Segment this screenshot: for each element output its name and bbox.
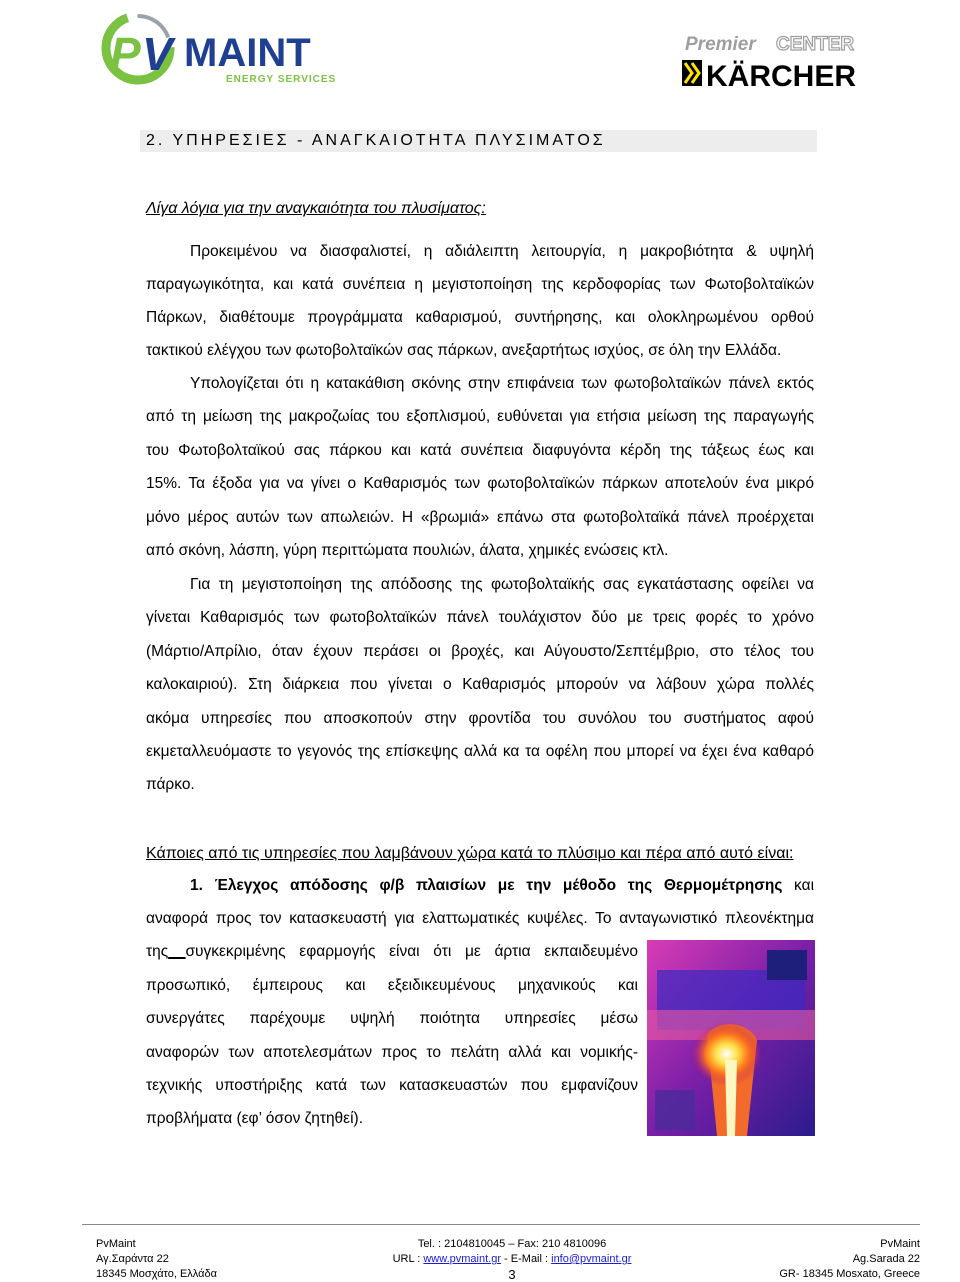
footer-url-link[interactable]: www.pvmaint.gr	[423, 1253, 501, 1265]
footer-phone: Tel. : 2104810045 – Fax: 210 4810096	[417, 1238, 607, 1250]
item-line: αναφορά προς τον κατασκευαστή για ελαττωματικές κυψέλες. Το ανταγωνιστικό πλεονέκτημα	[146, 910, 814, 927]
item-after-bold: και	[794, 877, 815, 894]
paragraph1-line: τακτικού ελέγχου των φωτοβολταϊκών σας πάρκων, ανεξαρτήτως ισχύος, σε όλη την Ελλάδα.	[146, 342, 782, 359]
footer-address: Αγ.Σαράντα 22	[96, 1253, 169, 1265]
paragraph3-line: πάρκο.	[146, 776, 195, 793]
footer-right	[779, 1237, 920, 1282]
paragraph3-line: (Μάρτιο/Απρίλιο, όταν έχουν περάσει οι βροχές, και Αύγουστο/Σεπτέμβριο, στο τέλος του	[146, 643, 814, 660]
thermal-camera-image	[647, 940, 815, 1136]
list-item-1	[190, 876, 814, 896]
footer-center	[392, 1237, 632, 1282]
pvmaint-logo	[88, 8, 358, 90]
svg-text:V: V	[142, 28, 173, 80]
footer-company: PvMaint	[96, 1238, 136, 1250]
subtitle: Λίγα λόγια για την αναγκαιότητα του πλυσίματος:	[146, 200, 486, 217]
footer-divider	[82, 1224, 920, 1225]
footer-city: 18345 Μοσχάτο, Ελλάδα	[96, 1268, 217, 1280]
svg-text:KÄRCHER: KÄRCHER	[706, 60, 856, 93]
svg-text:P: P	[110, 28, 141, 80]
item-line: αναφορών των αποτελεσμάτων προς το πελάτη αλλά και νομικής-	[146, 1044, 638, 1061]
footer-left	[96, 1237, 217, 1282]
paragraph2-line: Υπολογίζεται ότι η κατακάθιση σκόνης στην επιφάνεια των φωτοβολταϊκών πάνελ εκτός	[190, 375, 814, 392]
services-list-title: Κάποιες από τις υπηρεσίες που λαμβάνουν χώρα κατά το πλύσιμο και πέρα από αυτό είναι:	[146, 845, 794, 862]
svg-text:CENTER: CENTER	[776, 34, 855, 55]
footer-address-en: Ag.Sarada 22	[852, 1253, 920, 1265]
section-heading: 2. ΥΠΗΡΕΣΙΕΣ - ΑΝΑΓΚΑΙΟΤΗΤΑ ΠΛΥΣΙΜΑΤΟΣ	[140, 130, 817, 152]
item-bold-title: Έλεγχος απόδοσης φ/β πλαισίων με την μέθοδο της Θερμομέτρησης	[214, 877, 783, 894]
paragraph3-line: γίνεται Καθαρισμός των φωτοβολταϊκών πάνελ τουλάχιστον δύο με τρεις φορές το χρόνο	[146, 609, 814, 626]
footer-city-en: GR- 18345 Mosxato, Greece	[779, 1268, 920, 1280]
paragraph1-line: Προκειμένου να διασφαλιστεί, η αδιάλειπτη λειτουργία, η μακροβιότητα & υψηλή	[190, 243, 814, 260]
karcher-logo	[680, 30, 895, 100]
item-line: προσωπικό, έμπειρους και εξειδικευμένους μηχανικούς και	[146, 977, 638, 994]
paragraph3-line: Για τη μεγιστοποίηση της απόδοσης της φωτοβολταϊκής σας εγκατάστασης οφείλει να	[190, 576, 814, 593]
paragraph2-line: 15%. Τα έξοδα για να γίνει ο Καθαρισμός των φωτοβολταϊκών πάρκων αποτελούν ένα μικρό	[146, 475, 814, 492]
paragraph2-line: από σκόνη, λάσπη, γύρη περιττώματα πουλιών, άλατα, χημικές ενώσεις κτλ.	[146, 542, 669, 559]
svg-text:ENERGY SERVICES: ENERGY SERVICES	[226, 74, 337, 85]
paragraph3-line: εκμεταλλευόμαστε το γεγονός της επίσκεψης αλλά κα τα οφέλη που μπορεί να έχει ένα καθαρό	[146, 743, 814, 760]
paragraph3-line: καλοκαιριού). Στη διάρκεια που γίνεται ο Καθαρισμός μπορούν να λάβουν χώρα πολλές	[146, 676, 814, 693]
svg-text:Premier: Premier	[685, 34, 756, 55]
footer-url-label: URL :	[392, 1253, 424, 1265]
item-number: 1.	[190, 877, 203, 894]
item-line: προβλήματα (εφ’ όσον ζητηθεί).	[146, 1110, 363, 1127]
item-line: συνεργάτες παρέχουμε υψηλή ποιότητα υπηρεσίες μέσω	[146, 1010, 638, 1027]
paragraph3-line: ακόμα υπηρεσίες που αποσκοπούν στην φροντίδα του συνόλου του συστήματος αφού	[146, 710, 814, 727]
paragraph1-line: παραγωγικότητα, και κατά συνέπεια η μεγιστοποίηση της κερδοφορίας των Φωτοβολταϊκών	[146, 276, 814, 293]
item-line: τεχνικής υποστήριξης κατά των κατασκευαστών που εμφανίζουν	[146, 1077, 638, 1094]
item-line-part: συγκεκριμένης εφαρμογής είναι ότι με άρτια εκπαιδευμένο	[185, 943, 638, 960]
footer-mail-link[interactable]: info@pvmaint.gr	[551, 1253, 632, 1265]
item-line: της__συγκεκριμένης εφαρμογής είναι ότι με άρτια εκπαιδευμένο	[146, 943, 638, 960]
page-number: 3	[508, 1267, 516, 1282]
item-line-part: της	[146, 943, 169, 960]
footer-company-en: PvMaint	[880, 1238, 920, 1250]
paragraph2-line: του Φωτοβολταϊκού σας πάρκου και κατά συνέπεια διαφυγόντα κέρδη της τάξεως έως και	[146, 442, 814, 459]
paragraph1-line: Πάρκων, διαθέτουμε προγράμματα καθαρισμού, συντήρησης, και ολοκληρωμένου ορθού	[146, 309, 814, 326]
footer-mail-label: - E-Mail :	[501, 1253, 552, 1265]
paragraph2-line: από τη μείωση της μακροζωίας του εξοπλισμού, ευθύνεται για ετήσια μείωση της παραγωγής	[146, 408, 814, 425]
paragraph2-line: μόνο μέρος αυτών των απωλειών. Η «βρωμιά» επάνω στα φωτοβολταϊκά πάνελ προέρχεται	[146, 509, 814, 526]
footer-contact	[392, 1252, 632, 1267]
svg-text:MAINT: MAINT	[184, 31, 311, 75]
